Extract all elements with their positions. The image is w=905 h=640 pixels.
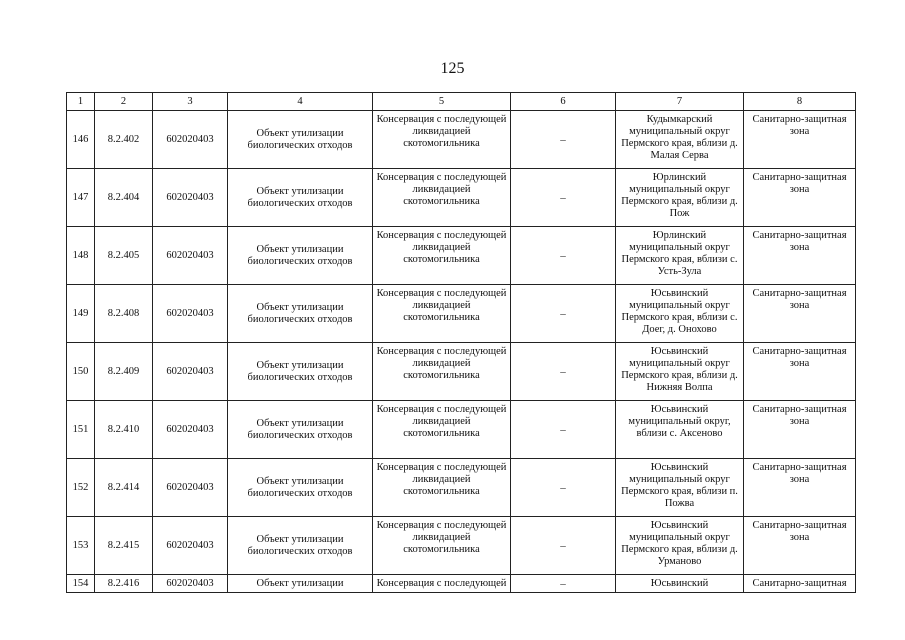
- cell-num: 154: [67, 575, 95, 593]
- table-row: [67, 285, 856, 343]
- cell-col6: –: [511, 575, 616, 593]
- cell-id: 602020403: [153, 111, 228, 169]
- cell-location: Юсьвинский муниципальный округ Пермского края, вблизи д. Нижняя Волпа: [616, 343, 744, 401]
- cell-action: Консервация с последующей ликвидацией скотомогильника: [373, 111, 511, 169]
- cell-location: Юсьвинский: [616, 575, 744, 593]
- cell-code: 8.2.409: [95, 343, 153, 401]
- header-cell-3: 3: [153, 93, 228, 111]
- cell-object: Объект утилизации биологических отходов: [228, 227, 373, 285]
- cell-code: 8.2.405: [95, 227, 153, 285]
- cell-col6: –: [511, 459, 616, 517]
- cell-action: Консервация с последующей: [373, 575, 511, 593]
- cell-code: 8.2.415: [95, 517, 153, 575]
- cell-col6: –: [511, 285, 616, 343]
- page-number: 125: [440, 60, 465, 77]
- cell-zone: Санитарно-защитная зона: [744, 111, 856, 169]
- table-row: [67, 459, 856, 517]
- cell-num: 150: [67, 343, 95, 401]
- header-cell-4: 4: [228, 93, 373, 111]
- cell-id: 602020403: [153, 575, 228, 593]
- cell-action: Консервация с последующей ликвидацией скотомогильника: [373, 459, 511, 517]
- cell-action: Консервация с последующей ликвидацией скотомогильника: [373, 343, 511, 401]
- cell-num: 151: [67, 401, 95, 459]
- cell-action: Консервация с последующей ликвидацией скотомогильника: [373, 401, 511, 459]
- cell-code: 8.2.402: [95, 111, 153, 169]
- cell-id: 602020403: [153, 517, 228, 575]
- cell-col6: –: [511, 517, 616, 575]
- cell-object: Объект утилизации: [228, 575, 373, 593]
- cell-action: Консервация с последующей ликвидацией скотомогильника: [373, 285, 511, 343]
- cell-action: Консервация с последующей ликвидацией скотомогильника: [373, 169, 511, 227]
- cell-code: 8.2.416: [95, 575, 153, 593]
- table-row: [67, 343, 856, 401]
- cell-id: 602020403: [153, 169, 228, 227]
- cell-zone: Санитарно-защитная: [744, 575, 856, 593]
- cell-zone: Санитарно-защитная зона: [744, 517, 856, 575]
- objects-table: [66, 92, 856, 593]
- cell-object: Объект утилизации биологических отходов: [228, 517, 373, 575]
- cell-num: 153: [67, 517, 95, 575]
- header-cell-2: 2: [95, 93, 153, 111]
- header-cell-6: 6: [511, 93, 616, 111]
- cell-location: Юрлинский муниципальный округ Пермского края, вблизи д. Пож: [616, 169, 744, 227]
- cell-location: Юсьвинский муниципальный округ Пермского края, вблизи п. Пожва: [616, 459, 744, 517]
- cell-id: 602020403: [153, 285, 228, 343]
- cell-id: 602020403: [153, 227, 228, 285]
- header-cell-1: 1: [67, 93, 95, 111]
- table-row: [67, 401, 856, 459]
- cell-action: Консервация с последующей ликвидацией скотомогильника: [373, 517, 511, 575]
- cell-num: 152: [67, 459, 95, 517]
- cell-location: Юрлинский муниципальный округ Пермского края, вблизи с. Усть-Зула: [616, 227, 744, 285]
- cell-code: 8.2.410: [95, 401, 153, 459]
- cell-location: Юсьвинский муниципальный округ Пермского края, вблизи д. Урманово: [616, 517, 744, 575]
- cell-code: 8.2.404: [95, 169, 153, 227]
- cell-num: 147: [67, 169, 95, 227]
- table-row: [67, 517, 856, 575]
- cell-zone: Санитарно-защитная зона: [744, 401, 856, 459]
- header-cell-7: 7: [616, 93, 744, 111]
- cell-location: Кудымкарский муниципальный округ Пермского края, вблизи д. Малая Серва: [616, 111, 744, 169]
- cell-object: Объект утилизации биологических отходов: [228, 401, 373, 459]
- header-cell-8: 8: [744, 93, 856, 111]
- table-row: [67, 111, 856, 169]
- cell-id: 602020403: [153, 343, 228, 401]
- cell-id: 602020403: [153, 459, 228, 517]
- cell-col6: –: [511, 169, 616, 227]
- cell-code: 8.2.408: [95, 285, 153, 343]
- cell-object: Объект утилизации биологических отходов: [228, 343, 373, 401]
- cell-zone: Санитарно-защитная зона: [744, 227, 856, 285]
- cell-num: 149: [67, 285, 95, 343]
- cell-object: Объект утилизации биологических отходов: [228, 169, 373, 227]
- table-row: [67, 169, 856, 227]
- cell-col6: –: [511, 227, 616, 285]
- cell-zone: Санитарно-защитная зона: [744, 285, 856, 343]
- cell-location: Юсьвинский муниципальный округ, вблизи с. Аксеново: [616, 401, 744, 459]
- cell-num: 146: [67, 111, 95, 169]
- cell-location: Юсьвинский муниципальный округ Пермского края, вблизи с. Доег, д. Онохово: [616, 285, 744, 343]
- cell-zone: Санитарно-защитная зона: [744, 343, 856, 401]
- cell-object: Объект утилизации биологических отходов: [228, 285, 373, 343]
- cell-object: Объект утилизации биологических отходов: [228, 111, 373, 169]
- table-header-row: [67, 93, 856, 111]
- cell-object: Объект утилизации биологических отходов: [228, 459, 373, 517]
- cell-zone: Санитарно-защитная зона: [744, 459, 856, 517]
- cell-num: 148: [67, 227, 95, 285]
- cell-zone: Санитарно-защитная зона: [744, 169, 856, 227]
- cell-id: 602020403: [153, 401, 228, 459]
- cell-action: Консервация с последующей ликвидацией скотомогильника: [373, 227, 511, 285]
- cell-code: 8.2.414: [95, 459, 153, 517]
- cell-col6: –: [511, 111, 616, 169]
- table-row: [67, 575, 856, 593]
- cell-col6: –: [511, 343, 616, 401]
- cell-col6: –: [511, 401, 616, 459]
- table-row: [67, 227, 856, 285]
- header-cell-5: 5: [373, 93, 511, 111]
